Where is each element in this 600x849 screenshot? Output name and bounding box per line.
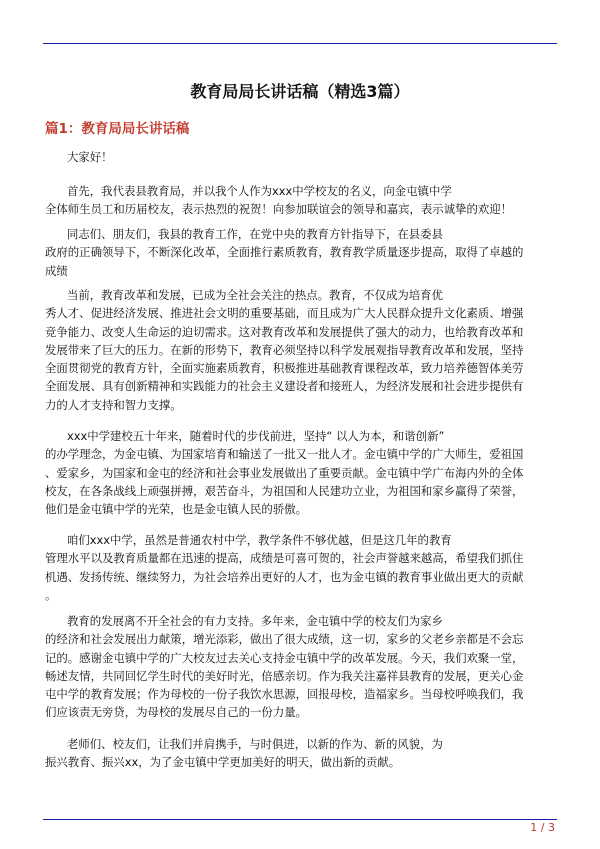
paragraph-line: 的办学理念，为金屯镇、为国家培育和输送了一批又一批人才。金屯镇中学的广大师生，爱祖国	[45, 447, 524, 462]
paragraph-line: 咱们xxx中学，虽然是普通农村中学，教学条件不够优越，但是这几年的教育	[67, 533, 452, 547]
paragraph-line: 振兴教育、振兴xx，为了金屯镇中学更加美好的明天，做出新的贡献。	[45, 755, 401, 770]
paragraph-line: 记的。感谢金屯镇中学的广大校友过去关心支持金屯镇中学的改革发展。今天，我们欢聚一堂，	[45, 650, 524, 665]
header-rule	[43, 43, 557, 44]
paragraph-line: 全面贯彻党的教育方针，全面实施素质教育，积极推进基础教育课程改革，致力培养德智体美劳	[45, 361, 524, 376]
paragraph-line: 畅述友情，共同回忆学生时代的美好时光，倍感亲切。作为我关注嘉祥县教育的发展，更关心金	[45, 668, 524, 683]
paragraph-closing	[45, 735, 555, 772]
paragraph-line: 他们是金屯镇中学的光荣，也是金屯镇人民的骄傲。	[45, 502, 307, 517]
paragraph-line: 政府的正确领导下，不断深化改革，全面推行素质教育，教育教学质量逐步提高，取得了卓越的	[45, 245, 524, 260]
paragraph-line: 竞争能力、改变人生命运的迫切需求。这对教育改革和发展提供了强大的动力，也给教育改革和	[45, 324, 524, 339]
paragraph-line: 秀人才、促进经济发展、推进社会文明的重要基础，而且成为广大人民群众提升文化素质、增强	[45, 306, 524, 321]
paragraph-line: 管理水平以及教育质量都在迅速的提高，成绩是可喜可贺的，社会声誉越来越高，希望我们抓住	[45, 551, 524, 566]
paragraph-line: 们应该责无旁贷，为母校的发展尽自己的一份力量。	[45, 705, 307, 720]
paragraph-line: 屯中学的教育发展；作为母校的一份子我饮水思源，回报母校，造福家乡。当母校呼唤我们，我	[45, 687, 524, 702]
paragraph-line: 教育的发展离不开全社会的有力支持。多年来，金屯镇中学的校友们为家乡	[67, 614, 443, 628]
paragraph-line: 老师们、校友们，让我们并肩携手，与时俱进，以新的作为、新的风貌，为	[67, 737, 443, 751]
paragraph-greeting	[45, 148, 555, 166]
paragraph-achievements	[45, 225, 555, 280]
page-number: 1 / 3	[530, 821, 555, 834]
paragraph-line: 同志们、朋友们，我县的教育工作，在党中央的教育方针指导下，在县委县	[67, 227, 443, 241]
paragraph-line: 。	[45, 587, 57, 602]
paragraph-line: 校友，在各条战线上顽强拼搏，艰苦奋斗，为祖国和人民建功立业，为祖国和家乡赢得了荣誉，	[45, 483, 524, 498]
paragraph-reform	[45, 286, 555, 414]
paragraph-line: 力的人才支持和智力支撑。	[45, 397, 182, 412]
footer-rule	[43, 819, 557, 820]
paragraph-alumni-support	[45, 612, 555, 722]
document-title: 教育局局长讲话稿（精选3篇）	[190, 82, 410, 101]
paragraph-line: 当前，教育改革和发展，已成为全社会关注的热点。教育，不仅成为培育优	[67, 288, 443, 302]
paragraph-rural-school	[45, 531, 555, 604]
paragraph-line: 成绩	[45, 263, 68, 278]
paragraph-line: 首先，我代表县教育局，并以我个人作为xxx中学校友的名义，向金屯镇中学	[67, 184, 452, 198]
paragraph-line: 全面发展、具有创新精神和实践能力的社会主义建设者和接班人，为经济发展和社会进步提供有	[45, 379, 524, 394]
paragraph-line: 、爱家乡，为国家和金屯的经济和社会事业发展做出了重要贡献。金屯镇中学广布海内外的全体	[45, 465, 524, 480]
paragraph-line: 大家好！	[67, 150, 113, 164]
paragraph-line: 发展带来了巨大的压力。在新的形势下，教育必须坚持以科学发展观指导教育改革和发展，坚持	[45, 342, 524, 357]
paragraph-line: xxx中学建校五十年来，随着时代的步伐前进，坚持“ 以人为本，和谐创新”	[67, 429, 445, 443]
paragraph-school-history	[45, 427, 555, 518]
paragraph-line: 全体师生员工和历届校友，表示热烈的祝贺！向参加联谊会的领导和嘉宾，表示诚挚的欢迎！	[45, 202, 513, 217]
paragraph-line: 的经济和社会发展出力献策，增光添彩，做出了很大成绩，这一切，家乡的父老乡亲都是不会忘	[45, 632, 524, 647]
section-heading: 篇1：教育局局长讲话稿	[45, 121, 190, 137]
paragraph-line: 机遇、发扬传统、继续努力，为社会培养出更好的人才，也为金屯镇的教育事业做出更大的贡献	[45, 569, 524, 584]
paragraph-welcome	[45, 182, 555, 219]
